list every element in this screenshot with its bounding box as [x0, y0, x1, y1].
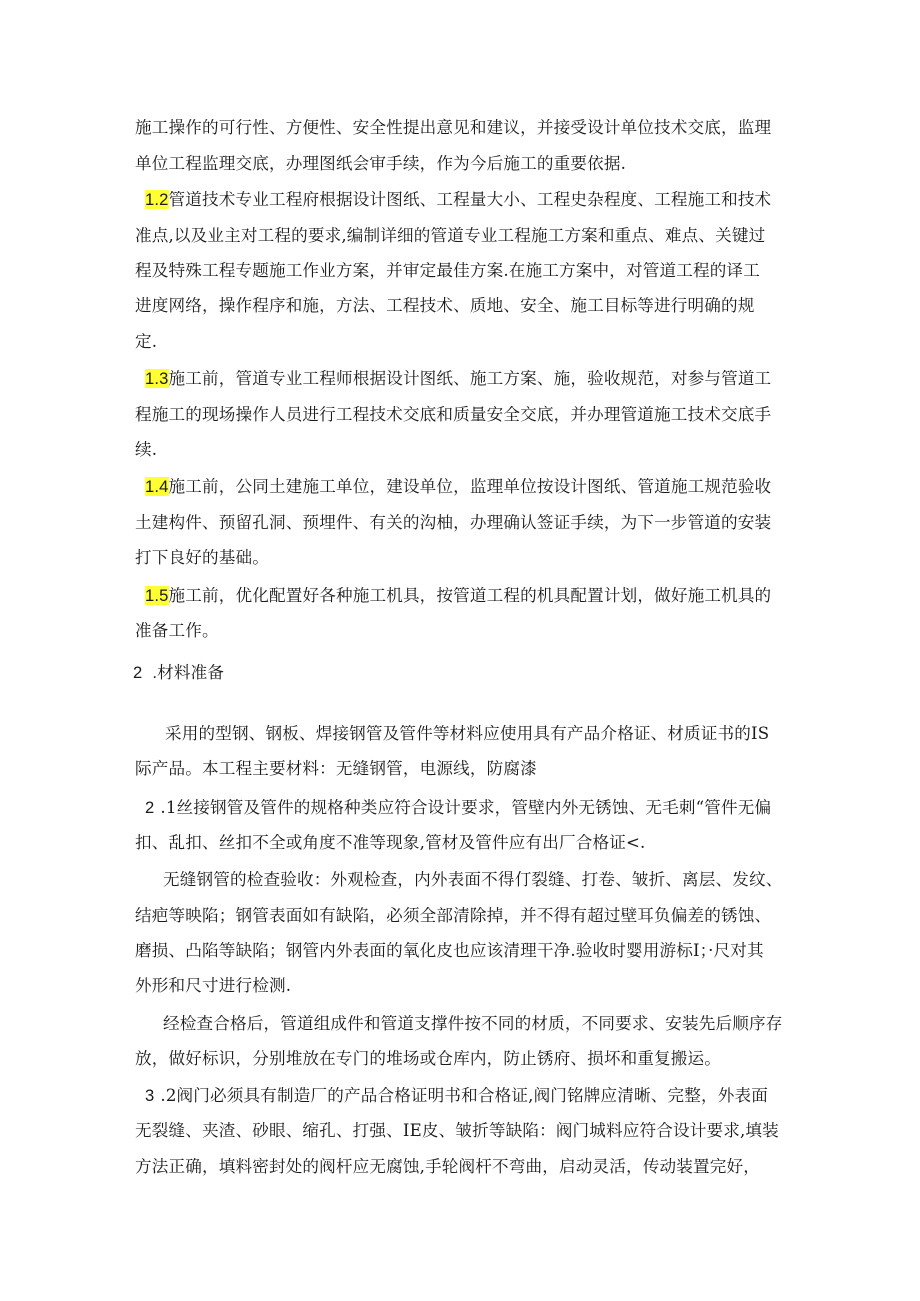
section-number-highlight: 1.5	[145, 586, 169, 605]
paragraph-line: 磨损、凸陷等缺陷；钢管内外表面的氧化皮也应该清理干净.验收时婴用游标I；·尺对其	[135, 941, 764, 960]
paragraph-line: 扣、乱扣、丝扣不全或角度不准等现象,管材及管件应有出厂合格证<.	[135, 833, 646, 852]
paragraph-line: 程及特殊工程专题施工作业方案，并审定最佳方案.在施工方案中，对管道工程的译工	[135, 261, 760, 280]
paragraph-line: 无缝钢管的检查验收：外观检查，内外表面不得仃裂缝、打卷、皱折、离层、发纹、	[163, 870, 783, 889]
paragraph-line: 施工前，公同土建施工单位，建设单位，监理单位按设计图纸、管道施工规范验收	[168, 477, 772, 496]
section-number: 3	[145, 1086, 155, 1105]
section-3-2	[145, 1084, 768, 1108]
paragraph-line: 经检查合格后，管道组成件和管道支撑件按不同的材质，不同要求、安装先后顺序存	[163, 1014, 783, 1033]
section-1-5	[145, 584, 771, 608]
heading-number: 2	[133, 663, 143, 682]
paragraph-line: 准点,以及业主对工程的要求,编制详细的管道专业工程施工方案和重点、难点、关键过	[135, 226, 766, 245]
paragraph-line: 程施工的现场操作人员进行工程技术交底和质量安全交底，并办理管道施工技术交底手	[135, 405, 772, 424]
paragraph-line: 外形和尺寸进行检测.	[135, 976, 292, 995]
paragraph-line: 无裂缝、夹渣、砂眼、缩孔、打强、IE皮、皱折等缺陷：阀门城料应符合设计要求,填装	[135, 1121, 779, 1140]
paragraph-line: 打下良好的基础。	[135, 548, 269, 567]
paragraph-line: 际产品。本工程主要材料：无缝钢管，电源线，防腐漆	[135, 759, 537, 778]
section-1-2	[145, 188, 771, 212]
paragraph-line: .2阀门必须具有制造厂的产品合格证明书和合格证,阀门铭牌应清晰、完整，外表面	[160, 1086, 768, 1105]
paragraph-line: .1丝接钢管及管件的规格种类应符合设计要求，管壁内外无锈蚀、无毛刺“管件无偏	[160, 798, 772, 817]
paragraph-line: 进度网络，操作程序和施，方法、工程技术、质地、安全、施工目标等进行明确的规	[135, 296, 755, 315]
section-number: 2	[145, 798, 155, 817]
paragraph-line: 准备工作。	[135, 621, 219, 640]
paragraph-line: 续.	[135, 440, 158, 459]
paragraph-line: 土建构件、预留孔洞、预埋件、有关的沟柚，办理确认签证手续，为下一步管道的安装	[135, 513, 772, 532]
paragraph-line: 采用的型钢、钢板、焊接钢管及管件等材料应使用具有产品介格证、材质证书的IS	[165, 724, 770, 743]
paragraph-line: 施工前，优化配置好各种施工机具，按管道工程的机具配置计划，做好施工机具的	[168, 586, 772, 605]
heading-text: .材料准备	[152, 663, 225, 682]
section-heading-materials	[133, 661, 224, 685]
paragraph-line: 放，做好标识，分别堆放在专门的堆场或仓库内，防止锈府、损坏和重复搬运。	[135, 1049, 722, 1068]
paragraph-line: 方法正确，填料密封处的阀杆应无腐蚀,手轮阀杆不弯曲，启动灵活，传动装置完好，	[135, 1157, 760, 1176]
paragraph-line: 单位工程监理交底，办理图纸会审手续，作为今后施工的重要依据.	[135, 154, 626, 173]
section-number-highlight: 1.2	[145, 190, 169, 209]
section-1-4	[145, 475, 771, 499]
section-number-highlight: 1.4	[145, 477, 169, 496]
paragraph-line: 结疤等映陷；钢管表面如有缺陷，必须全部清除掉，并不得有超过壁耳负偏差的锈蚀、	[135, 906, 772, 925]
section-2-1	[145, 796, 771, 820]
paragraph-line: 施工操作的可行性、方便性、安全性提出意见和建议，并接受设计单位技术交底，监理	[135, 118, 772, 137]
section-number-highlight: 1.3	[145, 369, 169, 388]
paragraph-line: 施工前，管道专业工程师根据设计图纸、施工方案、施，验收规范，对参与管道工	[168, 369, 772, 388]
paragraph-line: 定.	[135, 332, 158, 351]
section-1-3	[145, 367, 771, 391]
paragraph-line: 管道技术专业工程府根据设计图纸、工程量大小、工程史杂程度、工程施工和技术	[168, 190, 772, 209]
